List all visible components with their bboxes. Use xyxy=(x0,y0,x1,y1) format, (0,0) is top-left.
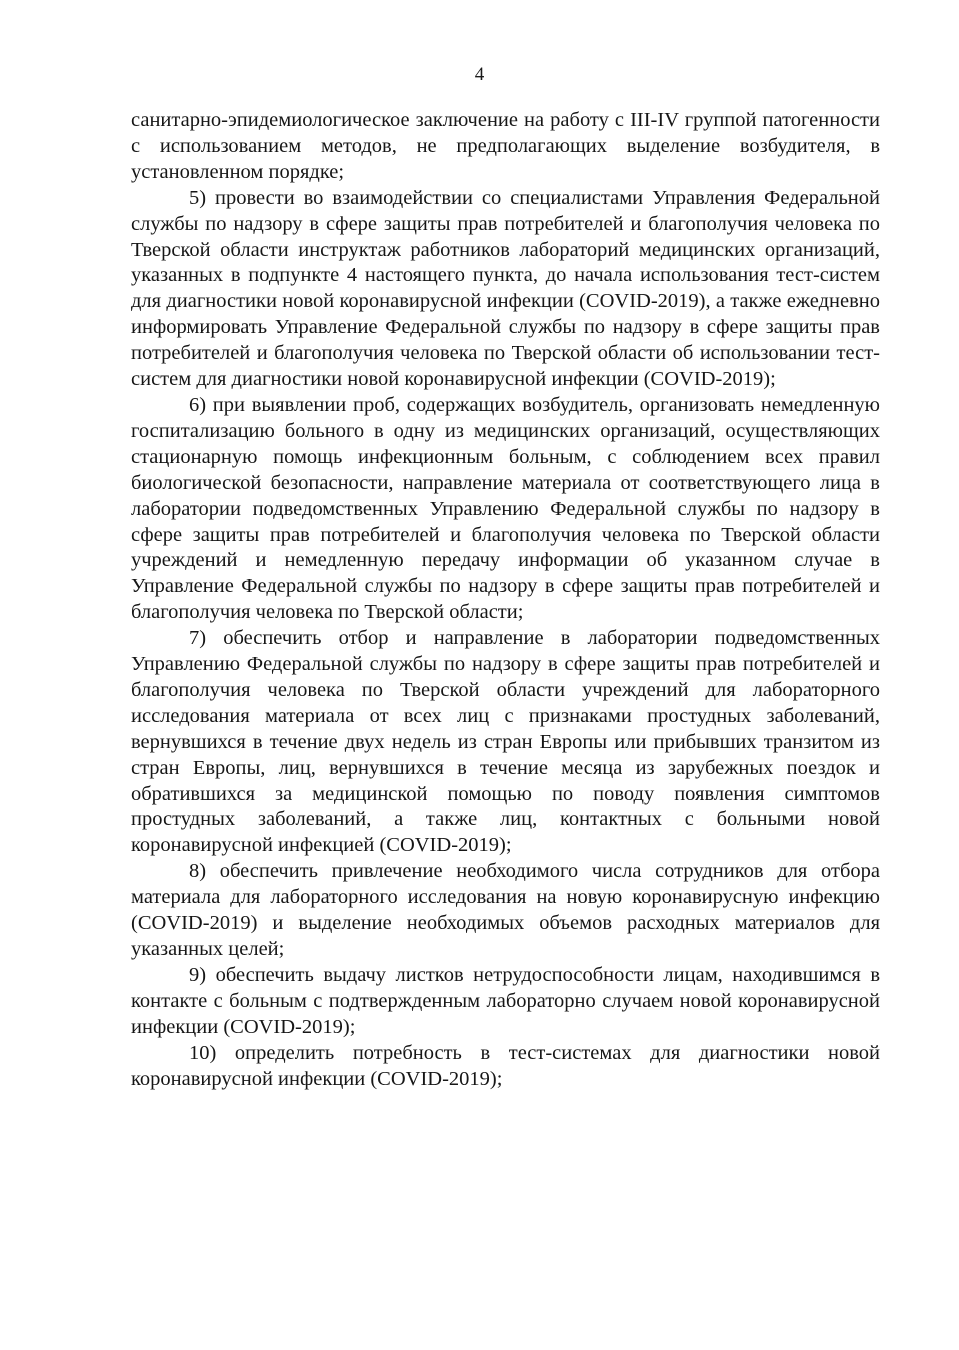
paragraph-continuation: санитарно-эпидемиологическое заключение на работу с III-IV группой патогенности с использованием методов, не предполагающих выделение возбудителя, в установленном порядке; xyxy=(131,109,880,183)
document-body xyxy=(131,108,880,1092)
page-number: 4 xyxy=(474,64,485,85)
paragraph-item-10: 10) определить потребность в тест-системах для диагностики новой коронавирусной инфекции (COVID-2019); xyxy=(131,1041,880,1090)
paragraph-item-8: 8) обеспечить привлечение необходимого числа сотрудников для отбора материала для лабораторного исследования на новую коронавирусную инфекцию (COVID-2019) и выделение необходимых объемов расходных материалов для указанных целей; xyxy=(131,860,880,960)
paragraph-item-9: 9) обеспечить выдачу листков нетрудоспособности лицам, находившимся в контакте с больным с подтвержденным лабораторно случаем новой коронавирусной инфекции (COVID-2019); xyxy=(131,963,880,1038)
paragraph-item-6: 6) при выявлении проб, содержащих возбудитель, организовать немедленную госпитализацию больного в одну из медицинских организаций, осуществляющих стационарную помощь инфекционным больным, с соблюдением всех правил биологической безопасности, направление материала от соответствующего лица в лаборатории подведомственных Управлению Федеральной службы по надзору в сфере защиты прав потребителей и благополучия человека по Тверской области учреждений и немедленную передачу информации об указанном случае в Управление Федеральной службы по надзору в сфере защиты прав потребителей и благополучия человека по Тверской области; xyxy=(131,393,880,624)
paragraph-item-5: 5) провести во взаимодействии со специалистами Управления Федеральной службы по надзору в сфере защиты прав потребителей и благополучия человека по Тверской области инструктаж работников лабораторий медицинских организаций, указанных в подпункте 4 настоящего пункта, до начала использования тест-систем для диагностики новой коронавирусной инфекции (COVID-2019), а также ежедневно информировать Управление Федеральной службы по надзору в сфере защиты прав потребителей и благополучия человека по Тверской области об использовании тест-систем для диагностики новой коронавирусной инфекции (COVID-2019); xyxy=(131,186,880,391)
paragraph-item-7: 7) обеспечить отбор и направление в лаборатории подведомственных Управлению Федеральной службы по надзору в сфере защиты прав потребителей и благополучия человека по Тверской области учреждений для лабораторного исследования материала от всех лиц с признаками простудных заболеваний, вернувшихся в течение двух недель из стран Европы или прибывших транзитом из стран Европы, лиц, вернувшихся в течение месяца из зарубежных поездок и обратившихся за медицинской помощью по поводу появления симптомов простудных заболеваний, а также лиц, контактных с больными новой коронавирусной инфекцией (COVID-2019); xyxy=(131,627,880,857)
